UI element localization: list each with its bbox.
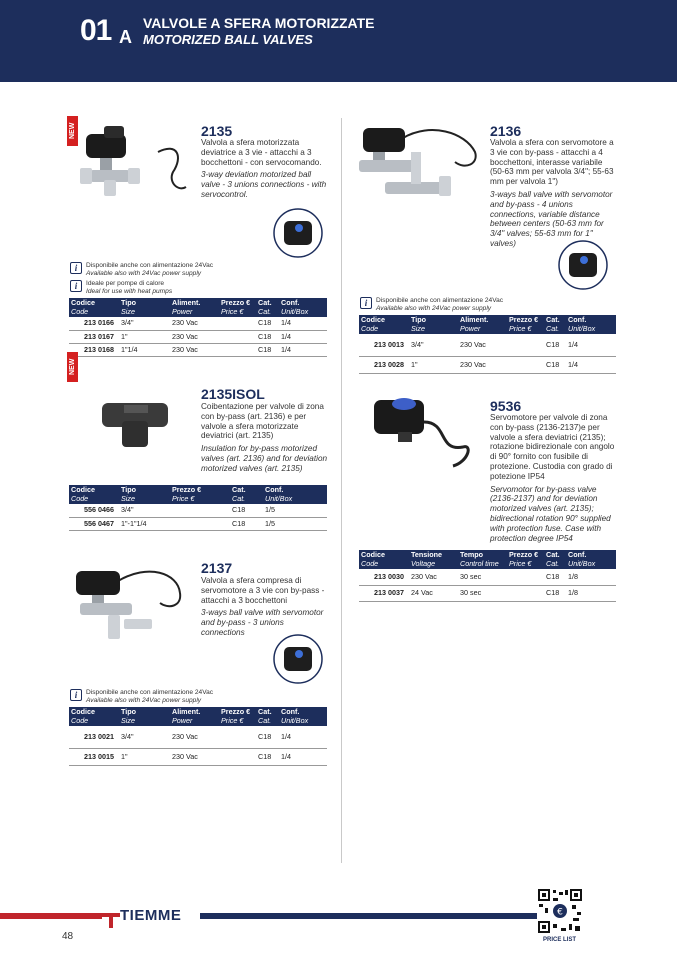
- table-row: 213 0013 3/4" 230 Vac C18 1/4: [359, 334, 616, 356]
- product-description-2135isol: [201, 402, 329, 474]
- footer-navy-bar: [200, 913, 538, 919]
- description-en: Insulation for by-pass motorized valves (art. 2136) and for deviation motorized valves (art. 2135): [201, 444, 328, 473]
- table-2135: [69, 298, 327, 357]
- description-en: 3-ways ball valve with servomotor and by-pass - 4 unions connections, variable distance between centers (50-63 mm for 3/4" valves; 55-63 mm for 1" valves): [490, 189, 613, 248]
- table-row: 213 0028 1" 230 Vac C18 1/4: [359, 356, 616, 373]
- product-image-2135isol: [98, 395, 173, 450]
- product-description-2136: [490, 138, 618, 249]
- col-unit-box: Conf. Unit/Box: [281, 298, 309, 316]
- product-description-2135: [201, 138, 329, 200]
- section-number: 01: [80, 14, 112, 47]
- table-header: Codice Code Tipo Size Aliment. Power Prezzo € Price € Cat. Cat. Conf. Unit/Box: [69, 707, 327, 726]
- table-header: [69, 298, 327, 317]
- info-text-en: Available also with 24Vac power supply: [86, 696, 202, 704]
- col-power: Aliment. Power: [172, 298, 201, 316]
- table-header: Codice Code Tipo Size Prezzo € Price € Cat. Cat. Conf. Unit/Box: [69, 485, 327, 504]
- servomotor-thumbnail: [273, 634, 323, 684]
- info-icon: i: [70, 689, 82, 701]
- info-note-24vac: [70, 689, 213, 704]
- page-header: [0, 0, 677, 82]
- product-image-2137: [68, 563, 188, 643]
- product-code-2136: 2136: [490, 123, 522, 139]
- table-row: 213 0021 3/4" 230 Vac C18 1/4: [69, 726, 327, 748]
- info-note-24vac: [70, 262, 213, 277]
- table-row: 213 0166 3/4" 230 Vac C18 1/4: [69, 317, 327, 330]
- info-icon: i: [70, 262, 82, 274]
- info-text-it: Disponibile anche con alimentazione 24Vac: [86, 262, 214, 269]
- qr-code-icon[interactable]: [537, 888, 583, 934]
- col-code: Codice Code: [71, 298, 95, 316]
- product-code-2135isol: 2135ISOL: [201, 386, 265, 402]
- table-row: 213 0030 230 Vac 30 sec C18 1/8: [359, 569, 616, 585]
- description-it: Valvola a sfera compresa di servomotore a 3 vie con by-pass - attacchi a 3 bocchettoni: [201, 576, 325, 605]
- section-title-en: MOTORIZED BALL VALVES: [143, 32, 313, 47]
- description-en: 3-ways ball valve with servomotor and by-pass - 3 unions connections: [201, 608, 324, 637]
- description-en: Servomotor for by-pass valve (2136-2137) and for deviation motorized valves (art. 2135); bidirectional rotation 90° supplied with protection fuse. Case with protection degree IP54: [490, 484, 611, 543]
- info-text-it: Disponibile anche con alimentazione 24Vac: [376, 297, 504, 304]
- table-row: 213 0037 24 Vac 30 sec C18 1/8: [359, 585, 616, 601]
- info-text-it: Ideale per pompe di calore: [86, 280, 165, 287]
- tiemme-logo-icon: [101, 909, 121, 929]
- product-code-2135: 2135: [201, 123, 233, 139]
- description-it: Valvola a sfera con servomotore a 3 vie con by-pass - attacchi a 4 bocchettoni, interasse variabile (50-63 mm per valvola 3/4"; 55-63 mm per valvola 1"): [490, 138, 614, 187]
- info-note-heat-pumps: [70, 280, 172, 295]
- table-9536: [359, 550, 616, 602]
- col-size: Tipo Size: [121, 298, 137, 316]
- section-title-it: VALVOLE A SFERA MOTORIZZATE: [143, 15, 375, 31]
- product-image-9536: [368, 392, 478, 472]
- page-number: 48: [62, 931, 74, 942]
- table-row: 213 0015 1" 230 Vac C18 1/4: [69, 748, 327, 765]
- col-cat: Cat. Cat.: [258, 298, 272, 316]
- product-image-2135: [78, 122, 188, 197]
- new-badge: NEW: [67, 352, 78, 382]
- servomotor-thumbnail: [273, 208, 323, 258]
- col-price: Prezzo € Price €: [221, 298, 251, 316]
- info-icon: i: [70, 280, 82, 292]
- product-image-2136: [355, 122, 480, 202]
- price-list-label: PRICE LIST: [543, 937, 577, 943]
- table-2135isol: [69, 485, 327, 531]
- description-en: 3-way deviation motorized ball valve - 3 unions connections - with servocontrol.: [201, 170, 327, 199]
- description-it: Valvola a sfera motorizzata deviatrice a 3 vie - attacchi a 3 bocchettoni - con servocomando.: [201, 138, 322, 167]
- footer-red-bar: [0, 913, 102, 919]
- table-row: 213 0167 1" 230 Vac C18 1/4: [69, 330, 327, 343]
- table-row: 556 0466 3/4" C18 1/5: [69, 504, 327, 517]
- servomotor-thumbnail: [558, 240, 608, 290]
- description-it: Servomotore per valvole di zona con by-pass (2136-2137)e per valvole a sfera deviatrici (2135); rotazione bidirezionale con angolo di 90° fornito con fusibile di protezione. Custodia con grado di potezione IP54: [490, 413, 615, 481]
- table-2137: [69, 707, 327, 766]
- product-description-9536: [490, 413, 620, 543]
- info-text-en: Available also with 24Vac power supply: [376, 304, 492, 312]
- info-text-en: Available also with 24Vac power supply: [86, 269, 202, 277]
- info-text-it: Disponibile anche con alimentazione 24Vac: [86, 689, 214, 696]
- svg-text:€: €: [557, 907, 563, 918]
- product-code-2137: 2137: [201, 560, 233, 576]
- brand-name: TIEMME: [120, 907, 182, 924]
- product-description-2137: [201, 576, 329, 638]
- table-row: 556 0467 1"-1"1/4 C18 1/5: [69, 517, 327, 530]
- table-row: 213 0168 1"1/4 230 Vac C18 1/4: [69, 343, 327, 356]
- table-header: Codice Code Tipo Size Aliment. Power Prezzo € Price € Cat. Cat. Conf. Unit/Box: [359, 315, 616, 334]
- section-letter: A: [119, 27, 132, 47]
- table-header: Codice Code Tensione Voltage Tempo Control time Prezzo € Price € Cat. Cat. Conf. Unit/Box: [359, 550, 616, 569]
- description-it: Coibentazione per valvole di zona con by-pass (art. 2136) e per valvole a sfera motorizzate deviatrici (art. 2135): [201, 402, 324, 441]
- table-2136: [359, 315, 616, 374]
- info-icon: i: [360, 297, 372, 309]
- new-badge: NEW: [67, 116, 78, 146]
- product-code-9536: 9536: [490, 398, 522, 414]
- info-note-24vac: [360, 297, 503, 312]
- column-divider: [341, 118, 342, 863]
- info-text-en: Ideal for use with heat pumps: [86, 287, 173, 295]
